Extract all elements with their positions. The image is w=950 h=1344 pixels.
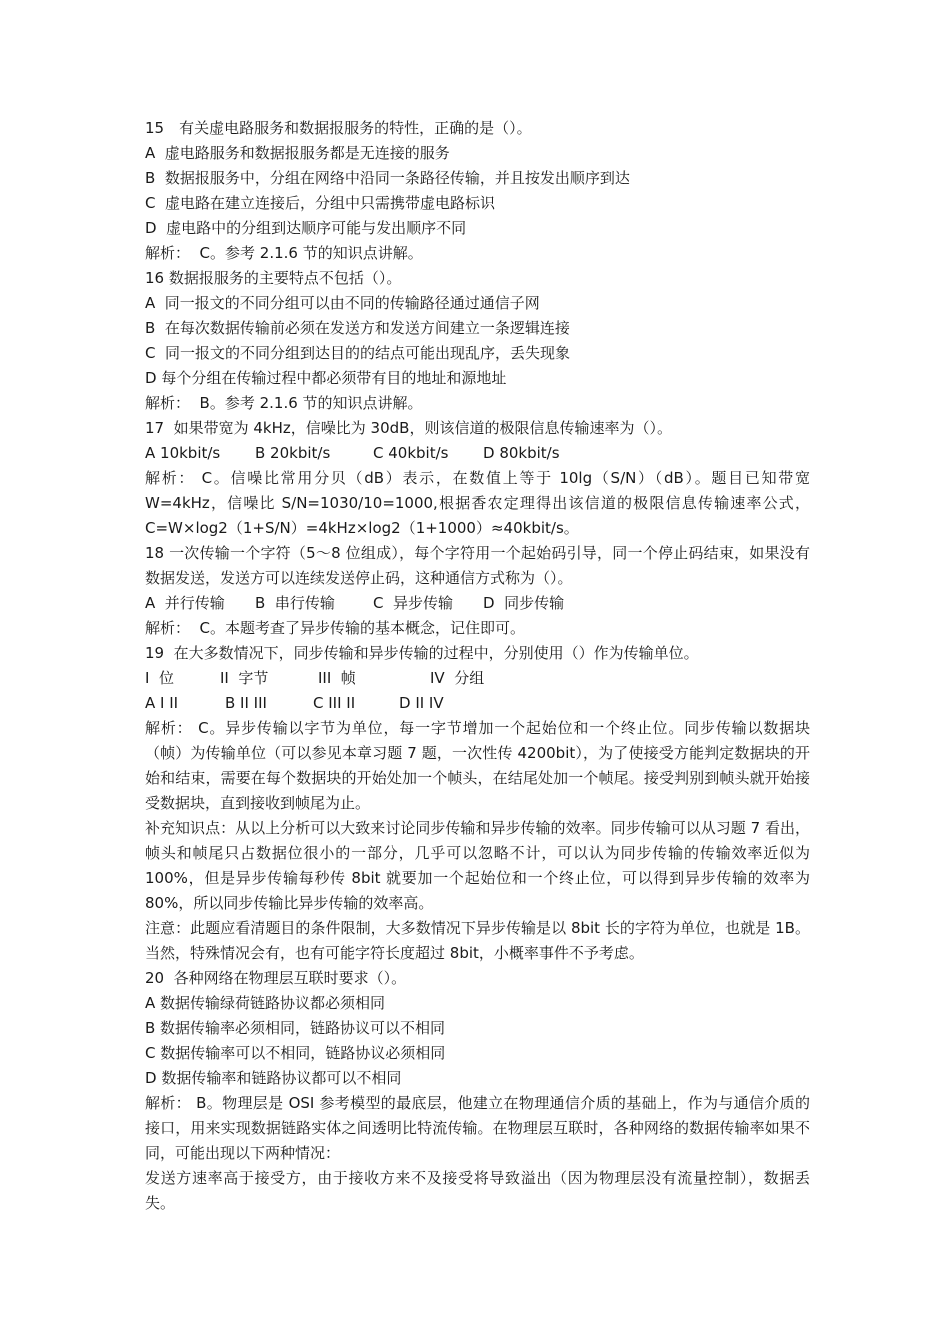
q18-answer: 解析： C。本题考查了异步传输的基本概念，记住即可。 — [145, 619, 526, 637]
q19-roman-list — [145, 666, 810, 691]
q19-roman-2: II 字节 — [220, 669, 269, 687]
q15-option-d: D 虚电路中的分组到达顺序可能与发出顺序不同 — [145, 219, 467, 237]
q19-roman-4: IV 分组 — [430, 669, 485, 687]
q20-option-c: C 数据传输率可以不相同，链路协议必须相同 — [145, 1044, 446, 1062]
q19-stem: 19 在大多数情况下，同步传输和异步传输的过程中，分别使用（）作为传输单位。 — [145, 644, 699, 662]
q19-option-d: D II IV — [399, 694, 444, 712]
q17-answer: 解析： C。信噪比常用分贝（dB）表示，在数值上等于 10lg（S/N）（dB）。题目已知带宽W=4kHz，信噪比 S/N=1030/10=1000,根据香农定理得出该信道的极限信息传输速率公式，C=W×log2（1+S/N）=4kHz×log2（1+1000）≈40kbit/s。 — [145, 469, 810, 537]
q17-option-a: A 10kbit/s — [145, 444, 221, 462]
q19-option-b: B II III — [225, 694, 267, 712]
q20-option-d: D 数据传输率和链路协议都可以不相同 — [145, 1069, 402, 1087]
q15-option-c: C 虚电路在建立连接后，分组中只需携带虚电路标识 — [145, 194, 496, 212]
q18-option-d: D 同步传输 — [483, 594, 565, 612]
q19-roman-3: III 帧 — [318, 669, 356, 687]
q17-option-c: C 40kbit/s — [373, 444, 449, 462]
q19-supplement: 补充知识点：从以上分析可以大致来讨论同步传输和异步传输的效率。同步传输可以从习题 7 看出，帧头和帧尾只占数据位很小的一部分，几乎可以忽略不计，可以认为同步传输的传输效率近似为 100%，但是异步传输每秒传 8bit 就要加一个起始位和一个终止位，可以得到异步传输的效率为 80%，所以同步传输比异步传输的效率高。 — [145, 819, 810, 912]
q20-option-b: B 数据传输率必须相同，链路协议可以不相同 — [145, 1019, 446, 1037]
q20-answer: 解析： B。物理层是 OSI 参考模型的最底层，他建立在物理通信介质的基础上，作为与通信介质的接口，用来实现数据链路实体之间透明比特流传输。在物理层互联时，各种网络的数据传输率如果不同，可能出现以下两种情况： — [145, 1094, 810, 1162]
q19-note: 注意：此题应看清题目的条件限制，大多数情况下异步传输是以 8bit 长的字符为单位，也就是 1B。当然，特殊情况会有，也有可能字符长度超过 8bit，小概率事件不予考虑。 — [145, 919, 810, 962]
q17-option-b: B 20kbit/s — [255, 444, 331, 462]
q20-stem: 20 各种网络在物理层互联时要求（）。 — [145, 969, 407, 987]
q16-answer: 解析： B。参考 2.1.6 节的知识点讲解。 — [145, 394, 423, 412]
q15-answer: 解析： C。参考 2.1.6 节的知识点讲解。 — [145, 244, 423, 262]
q15-stem: 15 有关虚电路服务和数据报服务的特性，正确的是（）。 — [145, 119, 532, 137]
q15-option-a: A 虚电路服务和数据报服务都是无连接的服务 — [145, 144, 450, 162]
q16-option-a: A 同一报文的不同分组可以由不同的传输路径通过通信子网 — [145, 294, 540, 312]
q17-options — [145, 441, 810, 466]
document-page — [145, 116, 810, 1216]
q19-option-c: C III II — [313, 694, 356, 712]
q16-option-c: C 同一报文的不同分组到达目的的结点可能出现乱序，丢失现象 — [145, 344, 571, 362]
q18-option-a: A 并行传输 — [145, 594, 225, 612]
q18-option-b: B 串行传输 — [255, 594, 335, 612]
q16-option-d: D 每个分组在传输过程中都必须带有目的地址和源地址 — [145, 369, 507, 387]
q19-answer: 解析： C。异步传输以字节为单位，每一字节增加一个起始位和一个终止位。同步传输以数据块（帧）为传输单位（可以参见本章习题 7 题，一次性传 4200bit），为了使接受方能判定数据块的开始和结束，需要在每个数据块的开始处加一个帧头，在结尾处加一个帧尾。接受判别到帧头就开始接受数据块，直到接收到帧尾为止。 — [145, 719, 810, 812]
q16-option-b: B 在每次数据传输前必须在发送方和发送方间建立一条逻辑连接 — [145, 319, 570, 337]
q17-option-d: D 80kbit/s — [483, 444, 560, 462]
q19-option-a: A I II — [145, 694, 179, 712]
q15-option-b: B 数据报服务中，分组在网络中沿同一条路径传输，并且按发出顺序到达 — [145, 169, 630, 187]
q19-roman-1: I 位 — [145, 669, 174, 687]
q16-stem: 16 数据报服务的主要特点不包括（）。 — [145, 269, 402, 287]
q20-case: 发送方速率高于接受方，由于接收方来不及接受将导致溢出（因为物理层没有流量控制），数据丢失。 — [145, 1169, 810, 1212]
q18-stem: 18 一次传输一个字符（5～8 位组成），每个字符用一个起始码引导，同一个停止码结束，如果没有数据发送，发送方可以连续发送停止码，这种通信方式称为（）。 — [145, 544, 810, 587]
q17-stem: 17 如果带宽为 4kHz，信噪比为 30dB，则该信道的极限信息传输速率为（）。 — [145, 419, 672, 437]
q18-options — [145, 591, 810, 616]
q19-options — [145, 691, 810, 716]
q18-option-c: C 异步传输 — [373, 594, 454, 612]
q20-option-a: A 数据传输绿荷链路协议都必须相同 — [145, 994, 386, 1012]
